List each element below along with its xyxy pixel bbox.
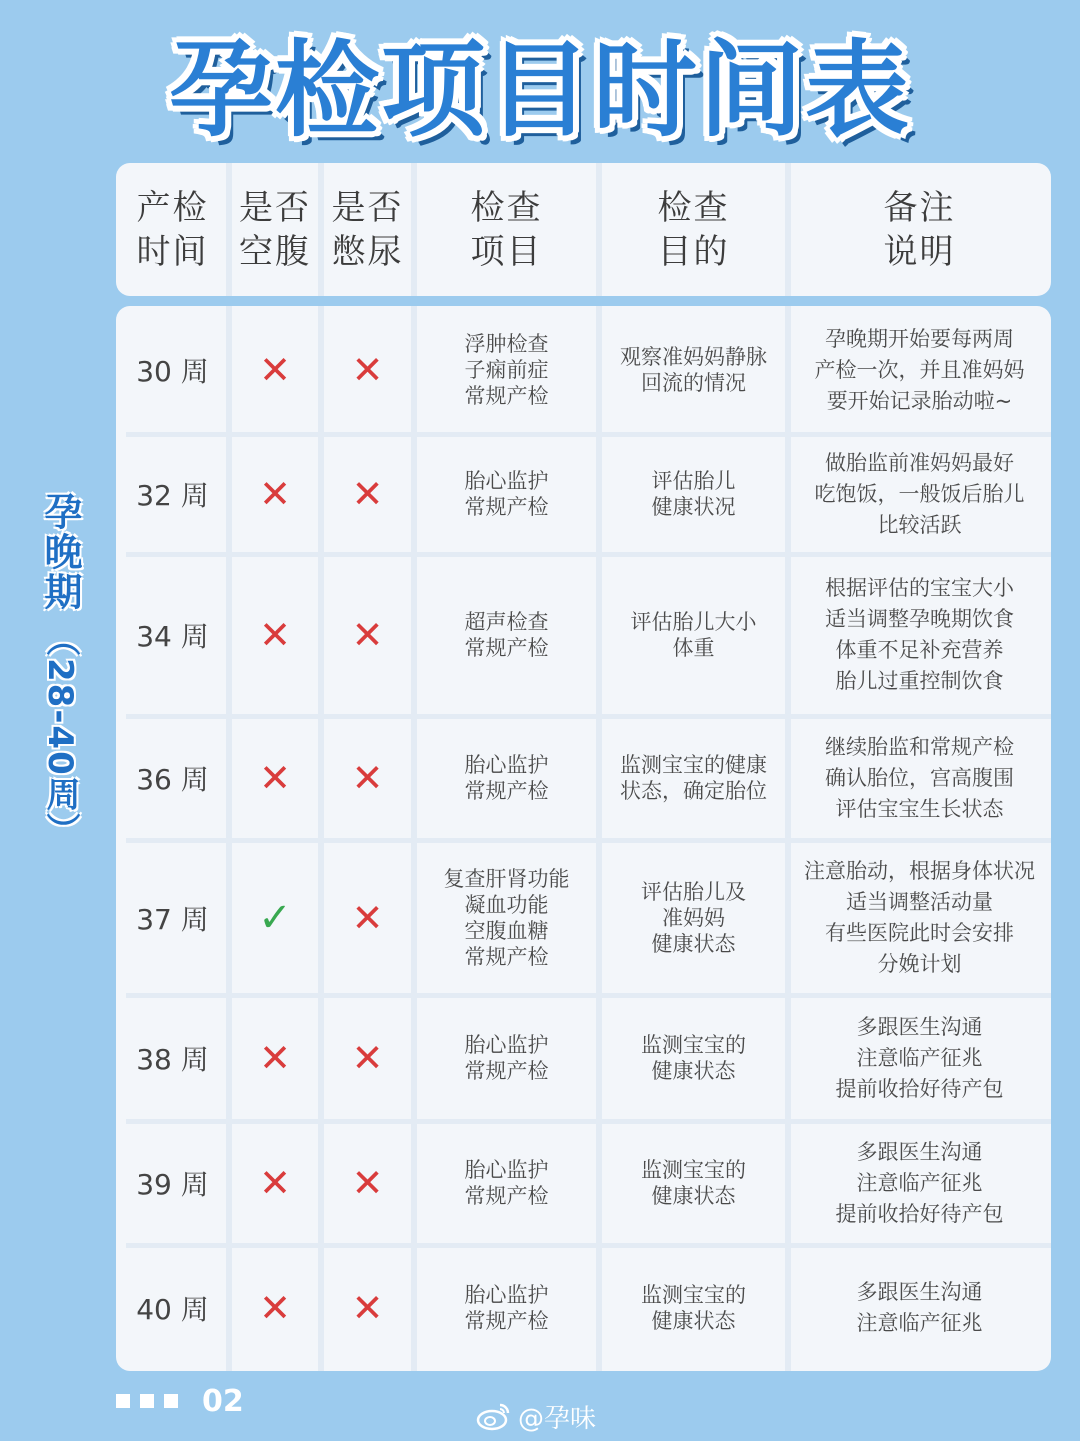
header-bladder: 是否 憋尿 (331, 187, 404, 272)
items-cell: 浮肿检查 子痫前症 常规产检 (464, 332, 549, 408)
note-cell: 多跟医生沟通 注意临产征兆 (856, 1280, 983, 1335)
fasting-cell (229, 306, 321, 434)
table-header (116, 163, 1051, 296)
cross-icon: ✕ (259, 348, 291, 392)
header-week: 产检 时间 (136, 187, 209, 272)
header-items: 检查 项目 (470, 187, 543, 272)
week-cell: 39 周 (136, 1168, 209, 1201)
cross-icon: ✕ (351, 472, 384, 516)
header-purpose: 检查 目的 (657, 187, 730, 272)
week-cell: 34 周 (136, 620, 209, 653)
note-cell: 多跟医生沟通 注意临产征兆 提前收拾好待产包 (835, 1139, 1004, 1226)
page-dot (140, 1394, 154, 1408)
note-cell: 做胎监前准妈妈最好 吃饱饭，一般饭后胎儿 比较活跃 (814, 450, 1025, 537)
cross-icon: ✕ (259, 756, 291, 800)
fasting-cell (229, 840, 321, 995)
stage-label (34, 492, 86, 849)
page-indicator (116, 1382, 244, 1420)
fasting-cell (229, 995, 321, 1121)
column-divider (596, 163, 602, 296)
bladder-cell (321, 306, 414, 434)
purpose-cell: 评估胎儿大小 体重 (630, 610, 757, 660)
note-cell: 继续胎监和常规产检 确认胎位，宫高腹围 评估宝宝生长状态 (825, 734, 1014, 821)
watermark-text: @孕味 (518, 1403, 597, 1434)
purpose-cell: 监测宝宝的 健康状态 (641, 1158, 746, 1208)
fasting-cell (229, 716, 321, 840)
week-cell: 30 周 (136, 355, 209, 388)
table-row (116, 306, 1051, 434)
fasting-cell (229, 1121, 321, 1245)
page-dot (116, 1394, 130, 1408)
page-title: 孕检项目时间表 (168, 29, 911, 151)
cross-icon: ✕ (259, 1161, 291, 1205)
page-dot (164, 1394, 178, 1408)
column-divider (785, 163, 791, 296)
cross-icon: ✕ (351, 348, 384, 392)
bladder-cell (321, 995, 414, 1121)
week-cell: 40 周 (136, 1293, 209, 1326)
note-cell: 根据评估的宝宝大小 适当调整孕晚期饮食 体重不足补充营养 胎儿过重控制饮食 (825, 576, 1014, 693)
cross-icon: ✕ (351, 1286, 384, 1330)
watermark (476, 1396, 596, 1436)
items-cell: 超声检查 常规产检 (464, 610, 549, 660)
fasting-cell (229, 554, 321, 716)
table-body (116, 306, 1051, 1371)
cross-icon: ✕ (259, 613, 291, 657)
items-cell: 胎心监护 常规产检 (464, 1033, 549, 1083)
table-row (116, 995, 1051, 1121)
header-fasting: 是否 空腹 (239, 187, 311, 272)
note-cell: 多跟医生沟通 注意临产征兆 提前收拾好待产包 (835, 1014, 1004, 1101)
note-cell: 孕晚期开始要每两周 产检一次，并且准妈妈 要开始记录胎动啦~ (814, 326, 1025, 413)
table-row (116, 1121, 1051, 1245)
cross-icon: ✕ (351, 1036, 384, 1080)
bladder-cell (321, 1245, 414, 1371)
purpose-cell: 监测宝宝的 健康状态 (641, 1033, 746, 1083)
week-cell: 36 周 (136, 763, 209, 796)
cross-icon: ✕ (259, 1286, 291, 1330)
cross-icon: ✕ (351, 756, 384, 800)
header-note: 备注 说明 (883, 187, 956, 272)
bladder-cell (321, 840, 414, 995)
table-row (116, 1245, 1051, 1371)
column-divider (318, 163, 324, 296)
purpose-cell: 观察准妈妈静脉 回流的情况 (620, 345, 767, 395)
fasting-cell (229, 1245, 321, 1371)
bladder-cell (321, 716, 414, 840)
stage-name: 孕晚期 (38, 492, 82, 612)
table-row (116, 716, 1051, 840)
column-divider (226, 163, 232, 296)
items-cell: 胎心监护 常规产检 (464, 1158, 549, 1208)
table-row (116, 840, 1051, 995)
bladder-cell (321, 434, 414, 554)
fasting-cell (229, 434, 321, 554)
bladder-cell (321, 1121, 414, 1245)
items-cell: 复查肝肾功能 凝血功能 空腹血糖 常规产检 (443, 866, 570, 969)
cross-icon: ✕ (259, 1036, 291, 1080)
purpose-cell: 监测宝宝的 健康状态 (641, 1283, 746, 1333)
page-number: 02 (202, 1383, 244, 1419)
note-cell: 注意胎动，根据身体状况 适当调整活动量 有些医院此时会安排 分娩计划 (804, 858, 1035, 976)
week-cell: 32 周 (136, 479, 209, 512)
table-row (116, 434, 1051, 554)
stage-range: （28-40周） (40, 622, 80, 849)
cross-icon: ✕ (351, 613, 384, 657)
check-icon: ✓ (258, 894, 292, 941)
items-cell: 胎心监护 常规产检 (464, 469, 549, 519)
column-divider (411, 163, 417, 296)
bladder-cell (321, 554, 414, 716)
purpose-cell: 评估胎儿 健康状况 (651, 469, 736, 519)
cross-icon: ✕ (351, 1161, 384, 1205)
purpose-cell: 监测宝宝的健康 状态，确定胎位 (620, 753, 767, 803)
table-row (116, 554, 1051, 716)
cross-icon: ✕ (259, 472, 291, 516)
week-cell: 38 周 (136, 1043, 209, 1076)
week-cell: 37 周 (136, 902, 209, 936)
purpose-cell: 评估胎儿及 准妈妈 健康状态 (641, 879, 746, 956)
cross-icon: ✕ (351, 895, 384, 940)
weibo-icon (476, 1401, 512, 1431)
items-cell: 胎心监护 常规产检 (464, 753, 549, 803)
items-cell: 胎心监护 常规产检 (464, 1283, 549, 1333)
